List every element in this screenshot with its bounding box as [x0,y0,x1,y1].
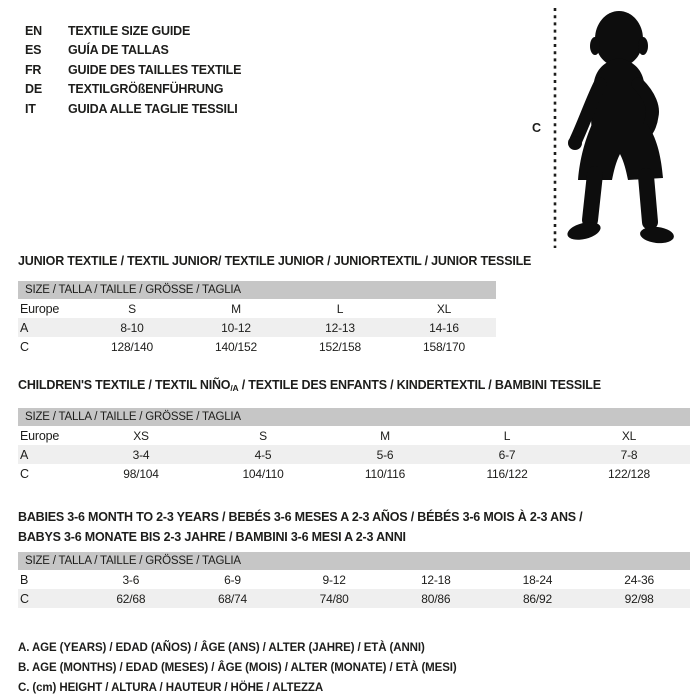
footnote: A. AGE (YEARS) / EDAD (AÑOS) / ÂGE (ANS) / ALTER (JAHRE) / ETÀ (ANNI) [18,642,425,654]
cell-value: 92/98 [588,589,690,608]
children-table-title [18,378,690,395]
row-label: C [20,466,29,481]
table-row [18,464,690,483]
row-label: Europe [20,301,60,316]
language-row [25,60,241,80]
row-label: C [18,589,80,608]
children-size-header-bar: SIZE / TALLA / TAILLE / GRÖSSE / TAGLIA [18,408,690,426]
cell-value: 4-5 [202,445,324,464]
cell-value: 3-6 [122,572,140,587]
language-title: GUIDE DES TAILLES TEXTILE [68,62,242,77]
language-title: GUIDA ALLE TAGLIE TESSILI [68,101,238,116]
cell-value: 10-12 [184,318,288,337]
babies-size-table [18,570,690,608]
table-row [18,337,496,356]
row-label: C [20,339,29,354]
footnote: C. (cm) HEIGHT / ALTURA / HAUTEUR / HÖHE / ALTEZZA [18,682,324,694]
cell-value: L [503,428,511,443]
junior-table-title: JUNIOR TEXTILE / TEXTIL JUNIOR/ TEXTILE JUNIOR / JUNIORTEXTIL / JUNIOR TESSILE [18,254,532,268]
footnote: B. AGE (MONTHS) / EDAD (MESES) / ÂGE (MOIS) / ALTER (MONATE) / ETÀ (MESI) [18,662,457,674]
row-label: Europe [20,428,60,443]
cell-value: 86/92 [487,589,589,608]
cell-value: 68/74 [182,589,284,608]
cell-value: 62/68 [80,589,182,608]
row-label: B [20,572,29,587]
cell-value: M [380,428,390,443]
table-row [18,445,690,464]
cell-value: 140/152 [215,339,257,354]
cell-value: L [336,301,344,316]
cell-value: S [128,301,136,316]
cell-value: 128/140 [111,339,153,354]
cell-value: 8-10 [80,318,184,337]
cell-value: XL [436,301,452,316]
table-row [18,589,690,608]
header-section [0,0,700,238]
row-label: A [18,445,80,464]
babies-table-title [18,507,690,547]
babies-title-line1: BABIES 3-6 MONTH TO 2-3 YEARS / BEBÉS 3-6 MESES A 2-3 AÑOS / BÉBÉS 3-6 MOIS À 2-3 ANS / [18,510,583,524]
junior-size-header-bar: SIZE / TALLA / TAILLE / GRÖSSE / TAGLIA [18,281,496,299]
junior-table-section [18,254,690,356]
height-measure-dashed-line [553,8,558,248]
children-size-table [18,426,690,483]
language-title: TEXTILGRÖßENFÜHRUNG [68,82,224,97]
cell-value: 24-36 [624,572,654,587]
language-code: DE [25,82,42,97]
table-row [18,570,690,589]
cell-value: M [231,301,241,316]
row-label: A [18,318,80,337]
language-row [25,21,241,41]
language-row [25,80,241,100]
language-code: IT [25,101,36,116]
children-title-text: CHILDREN'S TEXTILE / TEXTIL NIÑO [18,378,231,392]
cell-value: 80/86 [385,589,487,608]
height-measure-label: C [532,121,542,135]
language-row [25,41,241,61]
babies-size-header-bar: SIZE / TALLA / TAILLE / GRÖSSE / TAGLIA [18,552,690,570]
cell-value: 7-8 [568,445,690,464]
cell-value: 12-18 [420,572,451,587]
cell-value: XL [621,428,637,443]
junior-size-table [18,299,496,356]
cell-value: 5-6 [324,445,446,464]
language-code: EN [25,23,42,38]
cell-value: 116/122 [486,466,528,481]
language-title: TEXTILE SIZE GUIDE [68,23,191,38]
cell-value: 110/116 [364,466,406,481]
cell-value: 6-9 [224,572,241,587]
cell-value: 9-12 [322,572,346,587]
language-code: ES [25,43,42,58]
cell-value: 3-4 [80,445,202,464]
cell-value: 152/158 [319,339,361,354]
cell-value: 74/80 [283,589,385,608]
children-table-section [18,378,690,483]
cell-value: 14-16 [392,318,496,337]
table-row [18,299,496,318]
cell-value: 6-7 [446,445,568,464]
tables-section [0,254,700,698]
footnotes [18,638,690,698]
table-row [18,318,496,337]
language-title: GUÍA DE TALLAS [68,43,169,58]
cell-value: 104/110 [242,466,284,481]
baby-silhouette-icon [562,4,688,248]
cell-value: 122/128 [608,466,650,481]
cell-value: XS [133,428,149,443]
children-title-text-end: / TEXTILE DES ENFANTS / KINDERTEXTIL / BAMBINI TESSILE [238,378,601,392]
cell-value: 98/104 [123,466,159,481]
cell-value: S [259,428,267,443]
children-title-subscript: /A [230,383,239,393]
language-code: FR [25,62,42,77]
language-list [25,21,241,119]
cell-value: 18-24 [522,572,553,587]
figure-area [520,0,700,252]
babies-title-line2: BABYS 3-6 MONATE BIS 2-3 JAHRE / BAMBINI 3-6 MESI A 2-3 ANNI [18,530,406,544]
language-row [25,99,241,119]
cell-value: 158/170 [423,339,465,354]
cell-value: 12-13 [288,318,392,337]
table-row [18,426,690,445]
babies-table-section [18,507,690,608]
